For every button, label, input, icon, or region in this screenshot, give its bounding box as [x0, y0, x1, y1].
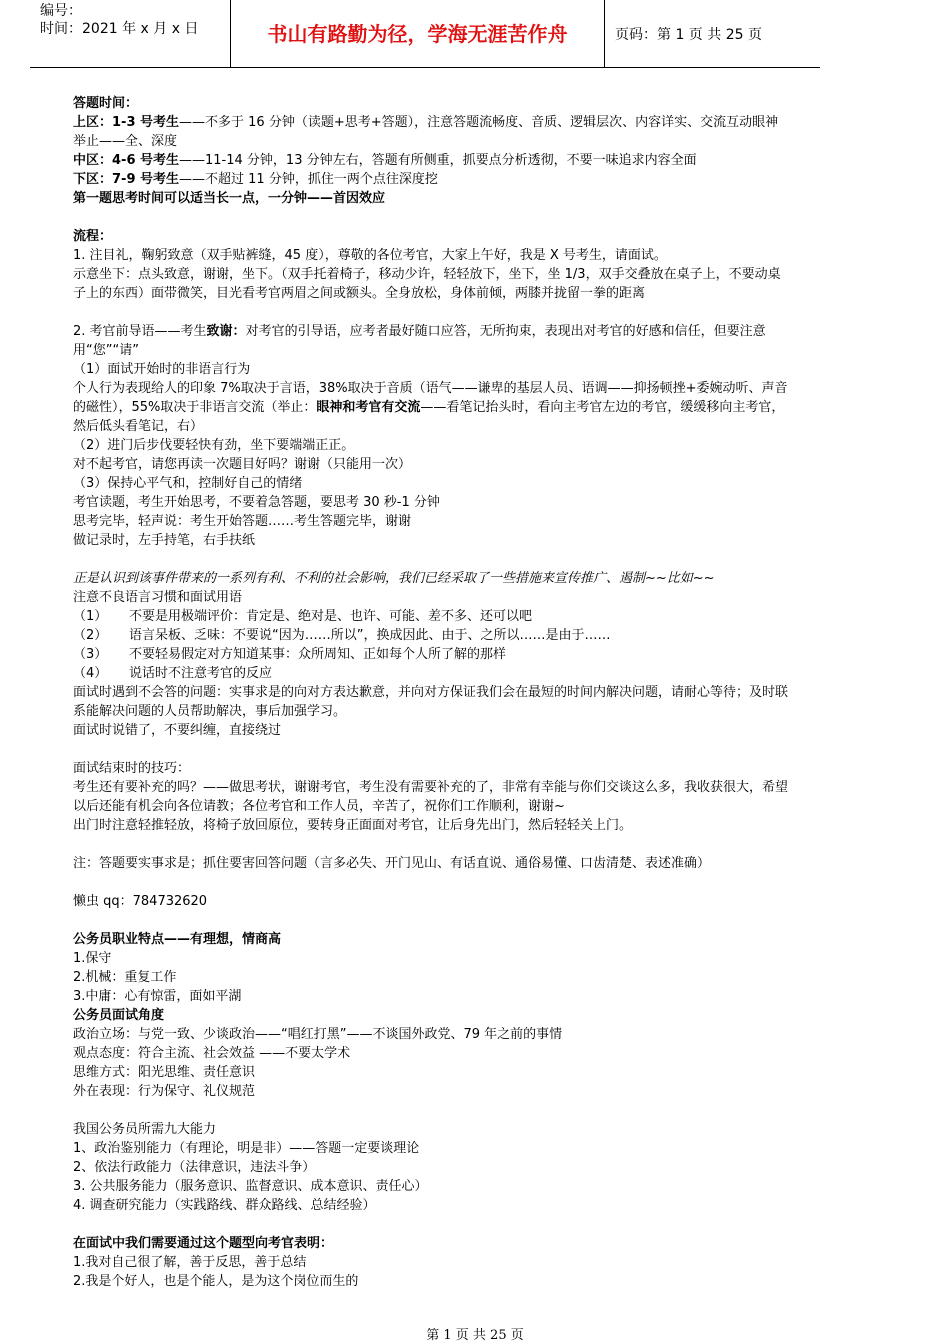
sit-label: 示意坐下：点头致意，谢谢，坐下。 — [73, 267, 282, 282]
unknown-question: 面试时遇到不会答的问题：实事求是的向对方表达歉意，并向对方保证我们会在最短的时间内解决问题，请耐心等待；及时联系能解决问题的人员帮助解决，事后加强学习。 — [73, 685, 789, 719]
habit-text: 不要轻易假定对方知道某事：众所周知、正如每个人所了解的那样 — [129, 647, 507, 662]
habit-item — [73, 645, 788, 664]
trait-item: 1.保守 — [73, 951, 112, 966]
document-body — [73, 94, 788, 1291]
habit-number: （1） — [73, 609, 108, 624]
mistake-note: 面试时说错了，不要纠缠，直接绕过 — [73, 723, 282, 738]
habit-text: 不要是用极端评价：肯定是、绝对是、也许、可能、差不多、还可以吧 — [129, 609, 533, 624]
habit-item — [73, 626, 788, 645]
show-item: 2.我是个好人，也是个能人，是为这个岗位而生的 — [73, 1274, 359, 1289]
bad-habits-title: 注意不良语言习惯和面试用语 — [73, 590, 243, 605]
think-done: 思考完毕，轻声说：考生开始答题……考生答题完毕，谢谢 — [73, 514, 412, 529]
lower-zone-paragraph — [73, 170, 788, 189]
habit-number: （2） — [73, 628, 108, 643]
angle-item: 思维方式：阳光思维、责任意识 — [73, 1065, 256, 1080]
middle-zone-paragraph — [73, 151, 788, 170]
habit-text: 语言呆板、乏味：不要说“因为……所以”，换成因此、由于、之所以……是由于…… — [129, 628, 611, 643]
ending-title: 面试结束时的技巧： — [73, 761, 191, 776]
trait-item: 3.中庸：心有惊雷，面如平湖 — [73, 989, 242, 1004]
impression-paragraph — [73, 379, 788, 436]
keep-calm: （3）保持心平气和，控制好自己的情绪 — [73, 476, 303, 491]
habit-item — [73, 607, 788, 626]
record-note: 做记录时，左手持笔，右手扶纸 — [73, 533, 256, 548]
header-page-number: 页码：第 1 页 共 25 页 — [615, 26, 762, 43]
step-1-sit — [73, 265, 788, 303]
italic-example: 正是认识到该事件带来的一系列有利、不利的社会影响，我们已经采取了一些措施来宣传推广、遏制~~比如~~ — [73, 571, 715, 586]
reread-request: 对不起考官，请您再读一次题目好吗？谢谢（只能用一次） — [73, 457, 412, 472]
angle-item: 政治立场：与党一致、少谈政治——“唱红打黑”——不谈国外政党、79 年之前的事情 — [73, 1027, 563, 1042]
ability-item: 1、政治鉴别能力（有理论，明是非）——答题一定要谈理论 — [73, 1141, 420, 1156]
exit-text: 出门时注意轻推轻放，将椅子放回原位，要转身正面面对考官，让后身先出门，然后轻轻关上门。 — [73, 818, 633, 833]
step-1: 1. 注目礼，鞠躬致意（双手贴裤缝，45 度），尊敬的各位考官，大家上午好，我是 X 号考生，请面试。 — [73, 248, 667, 263]
upper-zone-label: 上区：1-3 号考生 — [73, 115, 180, 130]
habit-text: 说话时不注意考官的反应 — [129, 666, 273, 681]
qq-contact: 懒虫 qq：784732620 — [73, 894, 208, 909]
upper-zone-text: ——不多于 16 分钟（读题+思考+答题），注意答题流畅度、音质、逻辑层次、内容详实、交流互动眼神举止——全、深度 — [73, 115, 779, 149]
read-question: 考官读题，考生开始思考，不要着急答题，要思考 30 秒-1 分钟 — [73, 495, 440, 510]
angle-item: 外在表现：行为保守、礼仪规范 — [73, 1084, 256, 1099]
ability-item: 3. 公共服务能力（服务意识、监督意识、成本意识、责任心） — [73, 1179, 428, 1194]
ability-item: 2、依法行政能力（法律意识，违法斗争） — [73, 1160, 316, 1175]
habit-number: （4） — [73, 666, 108, 681]
impression-eye-contact: 眼神和考官有交流 — [316, 400, 421, 415]
middle-zone-text: ——11-14 分钟，13 分钟左右，答题有所侧重，抓要点分析透彻，不要一味追求内容全面 — [179, 153, 697, 168]
date-label: 时间：2021 年 x 月 x 日 — [40, 21, 199, 37]
angle-item: 观点态度：符合主流、社会效益 ——不要太学术 — [73, 1046, 351, 1061]
nonverbal-title: （1）面试开始时的非语言行为 — [73, 362, 251, 377]
sit-detail: （双手托着椅子，移动少许，轻轻放下，坐下，坐 1/3，双手交叠放在桌子上，不要动桌子上的东西）面带微笑，目光看考官两眉之间或额头。全身放松，身体前倾，两膝并拢留一拳的距离 — [73, 267, 781, 301]
step-2-thanks: 致谢： — [206, 324, 246, 339]
lower-zone-label: 下区：7-9 号考生 — [73, 172, 180, 187]
traits-title: 公务员职业特点——有理想，情商高 — [73, 932, 282, 947]
step-2 — [73, 322, 788, 360]
habit-item — [73, 664, 788, 683]
serial-label: 编号： — [40, 3, 82, 19]
process-title: 流程： — [73, 229, 113, 244]
ability-item: 4. 调查研究能力（实践路线、群众路线、总结经验） — [73, 1198, 376, 1213]
answer-note: 注：答题要实事求是；抓住要害回答问题（言多必失、开门见山、有话直说、通俗易懂、口齿清楚、表述准确） — [73, 856, 711, 871]
show-title: 在面试中我们需要通过这个题型向考官表明： — [73, 1236, 334, 1251]
upper-zone-paragraph — [73, 113, 788, 151]
impression-c: ——看笔记抬头时，看向主考官左边的考官，缓缓移向主考官，然后低头看笔记，右） — [73, 400, 785, 434]
ending-text: 考生还有要补充的吗？——做思考状，谢谢考官，考生没有需要补充的了，非常有幸能与你们交谈这么多，我收获很大，希望以后还能有机会向各位请教；各位考官和工作人员，辛苦了，祝你们工作顺利，谢谢~ — [73, 780, 789, 814]
abilities-title: 我国公务员所需九大能力 — [73, 1122, 217, 1137]
habit-number: （3） — [73, 647, 108, 662]
header-meta — [30, 0, 230, 67]
step-2-text: 对考官的引导语，应考者最好随口应答，无所拘束，表现出对考官的好感和信任，但要注意用“您”“请” — [73, 324, 766, 358]
lower-zone-text: ——不超过 11 分钟，抓住一两个点往深度挖 — [179, 172, 438, 187]
impression-a: 个人行为表现给人的印象 7%取决于言语，38%取决于音质（语气——谦卑的基层人员、语调——抑扬顿挫+委婉动听、声音的磁性），55%取决于非语言交流（举止： — [73, 381, 788, 415]
page-header — [30, 0, 820, 68]
header-motto: 书山有路勤为径，学海无涯苦作舟 — [230, 0, 605, 67]
first-question-note: 第一题思考时间可以适当长一点，一分钟——首因效应 — [73, 191, 386, 206]
angle-title: 公务员面试角度 — [73, 1008, 165, 1023]
show-item: 1.我对自己很了解，善于反思，善于总结 — [73, 1255, 307, 1270]
answer-time-title: 答题时间： — [73, 96, 139, 111]
step-2-lead: 2. 考官前导语——考生 — [73, 324, 207, 339]
page-footer: 第 1 页 共 25 页 — [426, 1328, 524, 1343]
middle-zone-label: 中区：4-6 号考生 — [73, 153, 180, 168]
trait-item: 2.机械：重复工作 — [73, 970, 177, 985]
enter-room: （2）进门后步伐要轻快有劲，坐下要端端正正。 — [73, 438, 355, 453]
